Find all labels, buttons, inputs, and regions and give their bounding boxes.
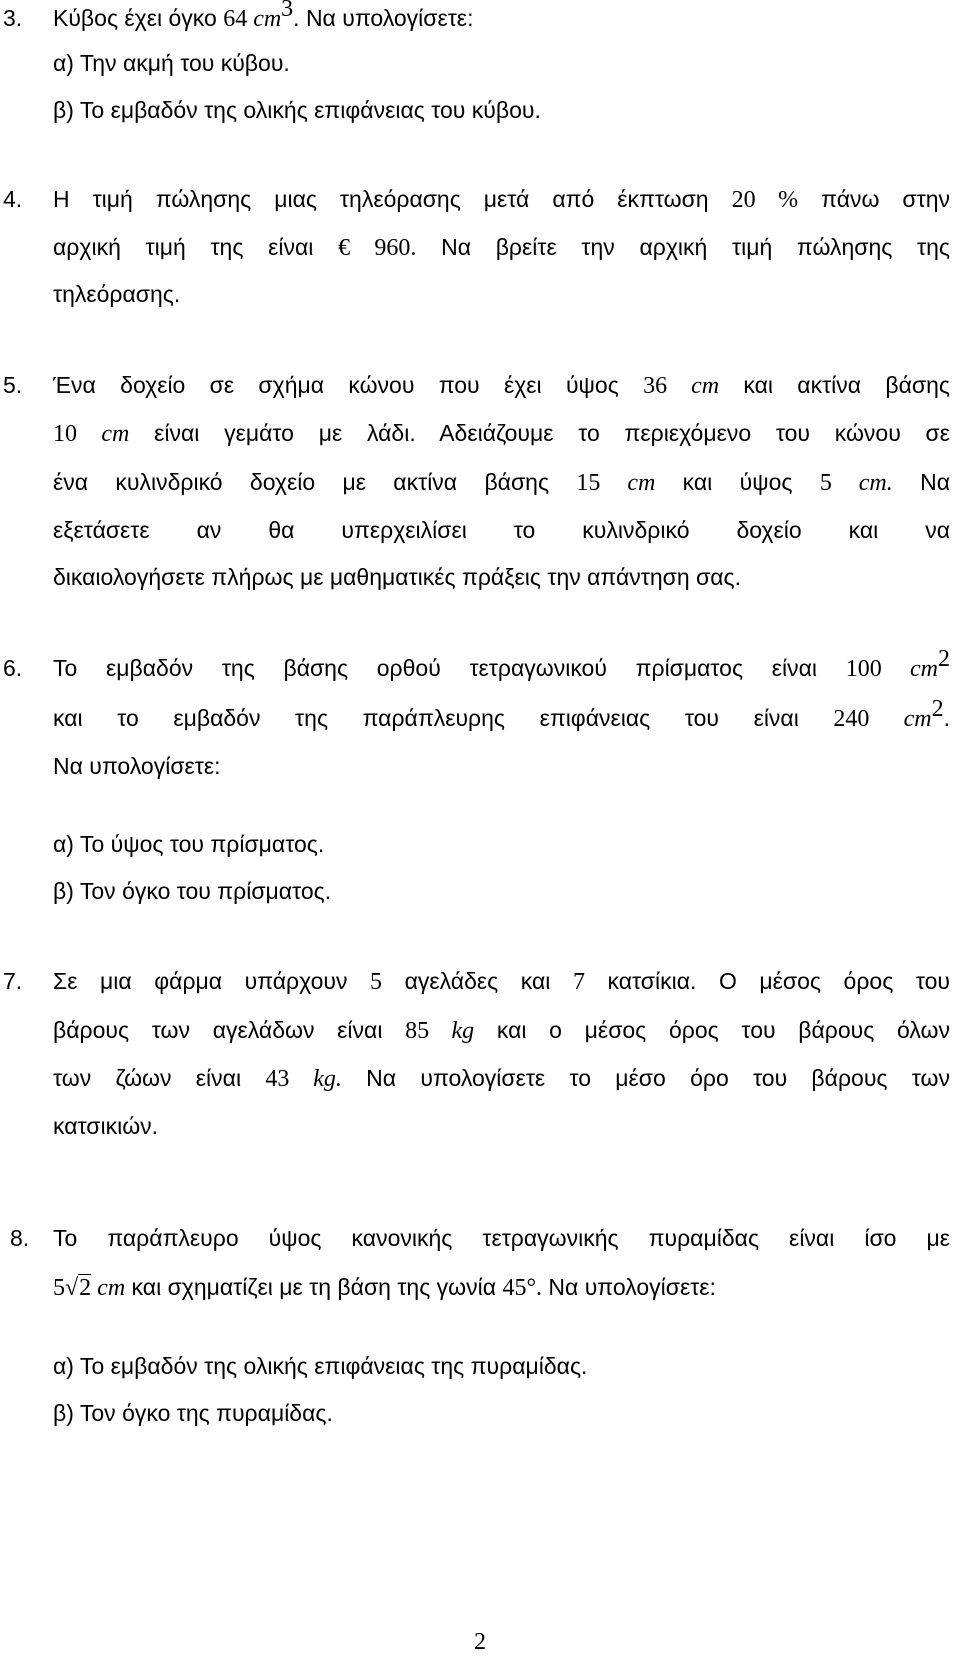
problem-line: και το εμβαδόν της παράπλευρης επιφάνειας του είναι 240 $cm^2$. [53, 696, 950, 732]
problem-line: 10 cm είναι γεμάτο με λάδι. Αδειάζουμε το περιεχόμενο του κώνου σε [53, 420, 950, 447]
problem-number: 4. [3, 186, 23, 212]
problem-line: β) Το εμβαδόν της ολικής επιφάνειας του κύβου. [53, 97, 541, 123]
sqrt-radicand: 2 [79, 1275, 92, 1301]
problem-line: βάρους των αγελάδων είναι 85 kg και ο μέσος όρος του βάρους όλων [53, 1017, 951, 1044]
problem-line: εξετάσετε αν θα υπερχειλίσει το κυλινδρικό δοχείο και να [53, 517, 950, 543]
problem-number: 6. [3, 655, 23, 681]
problem-line: αρχική τιμή της είναι € 960. Να βρείτε την αρχική τιμή πώλησης της [53, 234, 951, 261]
problem-line: 5√2 cm και σχηματίζει με τη βάση της γωνία 45°. Να υπολογίσετε: [53, 1274, 716, 1301]
problem-line: δικαιολογήσετε πλήρως με μαθηματικές πράξεις την απάντηση σας. [53, 564, 741, 590]
problem-line: Το εμβαδόν της βάσης ορθού τετραγωνικού πρίσματος είναι 100 $cm^2$ [53, 646, 950, 682]
problem-line: Η τιμή πώλησης μιας τηλεόρασης μετά από έκπτωση 20 % πάνω στην [53, 186, 951, 213]
problem-number: 7. [3, 968, 23, 994]
problem-line: Κύβος έχει όγκο 64 $cm^3$. Να υπολογίσετε: [53, 0, 474, 32]
problem-line: α) Το εμβαδόν της ολικής επιφάνειας της πυραμίδας. [53, 1353, 588, 1379]
problem-number: 3. [3, 5, 23, 31]
problem-line: Ένα δοχείο σε σχήμα κώνου που έχει ύψος 36 cm και ακτίνα βάσης [53, 372, 951, 399]
problem-line: Το παράπλευρο ύψος κανονικής τετραγωνικής πυραμίδας είναι ίσο με [53, 1225, 950, 1251]
problem-line: Να υπολογίσετε: [53, 753, 221, 779]
problem-number: 5. [3, 372, 23, 398]
problem-line: β) Τον όγκο της πυραμίδας. [53, 1400, 333, 1426]
problem-line: ένα κυλινδρικό δοχείο με ακτίνα βάσης 15 cm και ύψος 5 cm. Να [53, 469, 951, 496]
problem-line: τηλεόρασης. [53, 281, 181, 307]
problem-line: κατσικιών. [53, 1113, 159, 1139]
problem-line: α) Την ακμή του κύβου. [53, 50, 290, 76]
sqrt-symbol: √ [65, 1275, 79, 1301]
problem-line: των ζώων είναι 43 kg. Να υπολογίσετε το μέσο όρο του βάρους των [53, 1065, 950, 1092]
problem-line: β) Τον όγκο του πρίσματος. [53, 878, 332, 904]
page-number: 2 [474, 1629, 486, 1655]
problem-line: α) Το ύψος του πρίσματος. [53, 831, 325, 857]
problem-number: 8. [10, 1225, 30, 1251]
problem-line: Σε μια φάρμα υπάρχουν 5 αγελάδες και 7 κατσίκια. Ο μέσος όρος του [53, 968, 950, 995]
